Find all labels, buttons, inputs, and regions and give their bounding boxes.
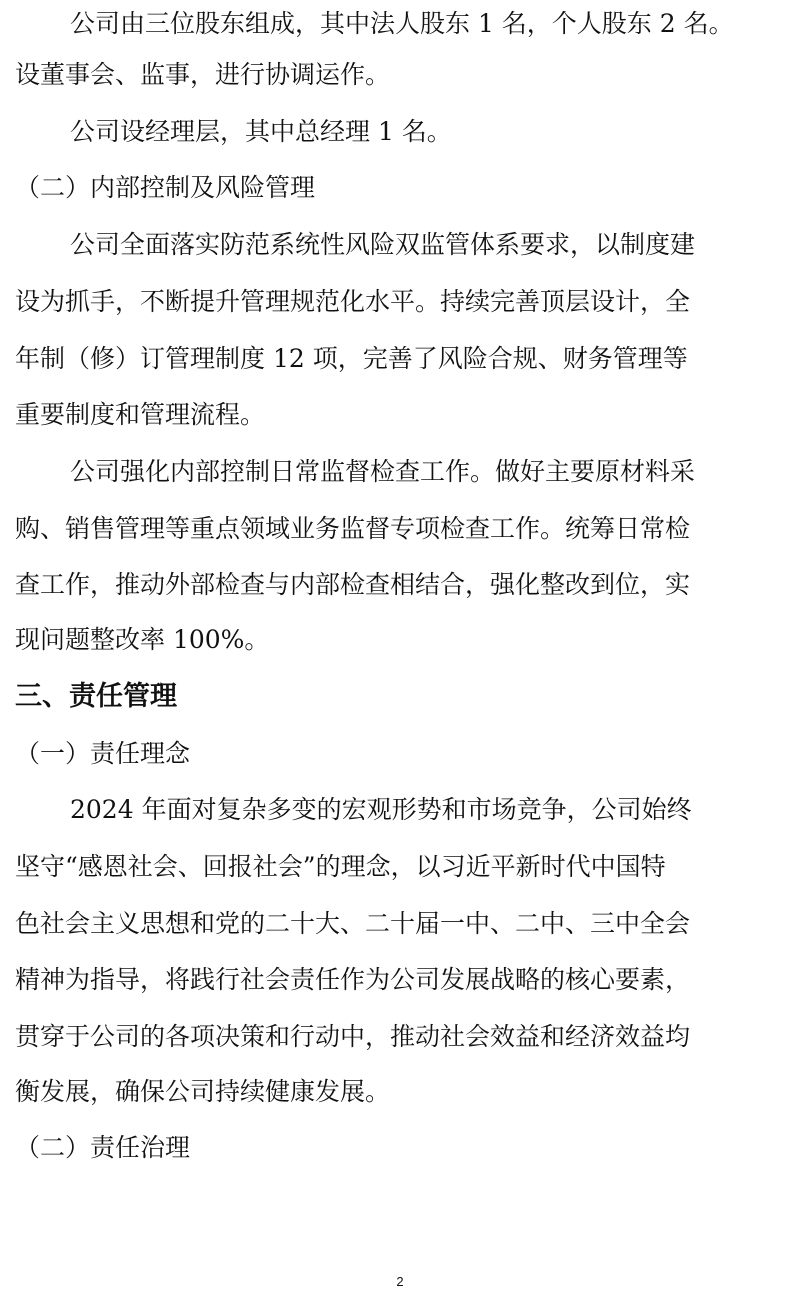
paragraph-line: 贯穿于公司的各项决策和行动中，推动社会效益和经济效益均 bbox=[15, 1022, 691, 1051]
section-heading: 三、责任管理 bbox=[15, 681, 177, 712]
paragraph-line: 公司全面落实防范系统性风险双监管体系要求，以制度建 bbox=[70, 230, 696, 259]
paragraph-line: 设董事会、监事，进行协调运作。 bbox=[15, 60, 391, 89]
section-subheading: （一）责任理念 bbox=[15, 739, 191, 768]
paragraph-line: 购、销售管理等重点领域业务监督专项检查工作。统筹日常检 bbox=[15, 514, 691, 543]
paragraph-line: 公司由三位股东组成，其中法人股东 1 名，个人股东 2 名。 bbox=[70, 9, 734, 38]
paragraph-line: 坚守“感恩社会、回报社会”的理念，以习近平新时代中国特 bbox=[15, 852, 666, 881]
paragraph-line: 色社会主义思想和党的二十大、二十届一中、二中、三中全会 bbox=[15, 909, 691, 938]
paragraph-line: 现问题整改率 100%。 bbox=[15, 625, 270, 654]
paragraph-line: 衡发展，确保公司持续健康发展。 bbox=[15, 1077, 391, 1106]
paragraph-line: 年制（修）订管理制度 12 项，完善了风险合规、财务管理等 bbox=[15, 344, 688, 373]
paragraph-line: 公司强化内部控制日常监督检查工作。做好主要原材料采 bbox=[70, 457, 696, 486]
paragraph-line: 重要制度和管理流程。 bbox=[15, 400, 266, 429]
page-number: 2 bbox=[396, 1274, 404, 1289]
paragraph-line: 设为抓手，不断提升管理规范化水平。持续完善顶层设计，全 bbox=[15, 287, 691, 316]
section-subheading: （二）内部控制及风险管理 bbox=[15, 173, 316, 202]
paragraph-line: 公司设经理层，其中总经理 1 名。 bbox=[70, 117, 452, 146]
paragraph-line: 精神为指导，将践行社会责任作为公司发展战略的核心要素， bbox=[15, 965, 691, 994]
paragraph-line: 查工作，推动外部检查与内部检查相结合，强化整改到位，实 bbox=[15, 570, 691, 599]
section-subheading: （二）责任治理 bbox=[15, 1133, 191, 1162]
paragraph-line: 2024 年面对复杂多变的宏观形势和市场竞争，公司始终 bbox=[70, 795, 692, 824]
